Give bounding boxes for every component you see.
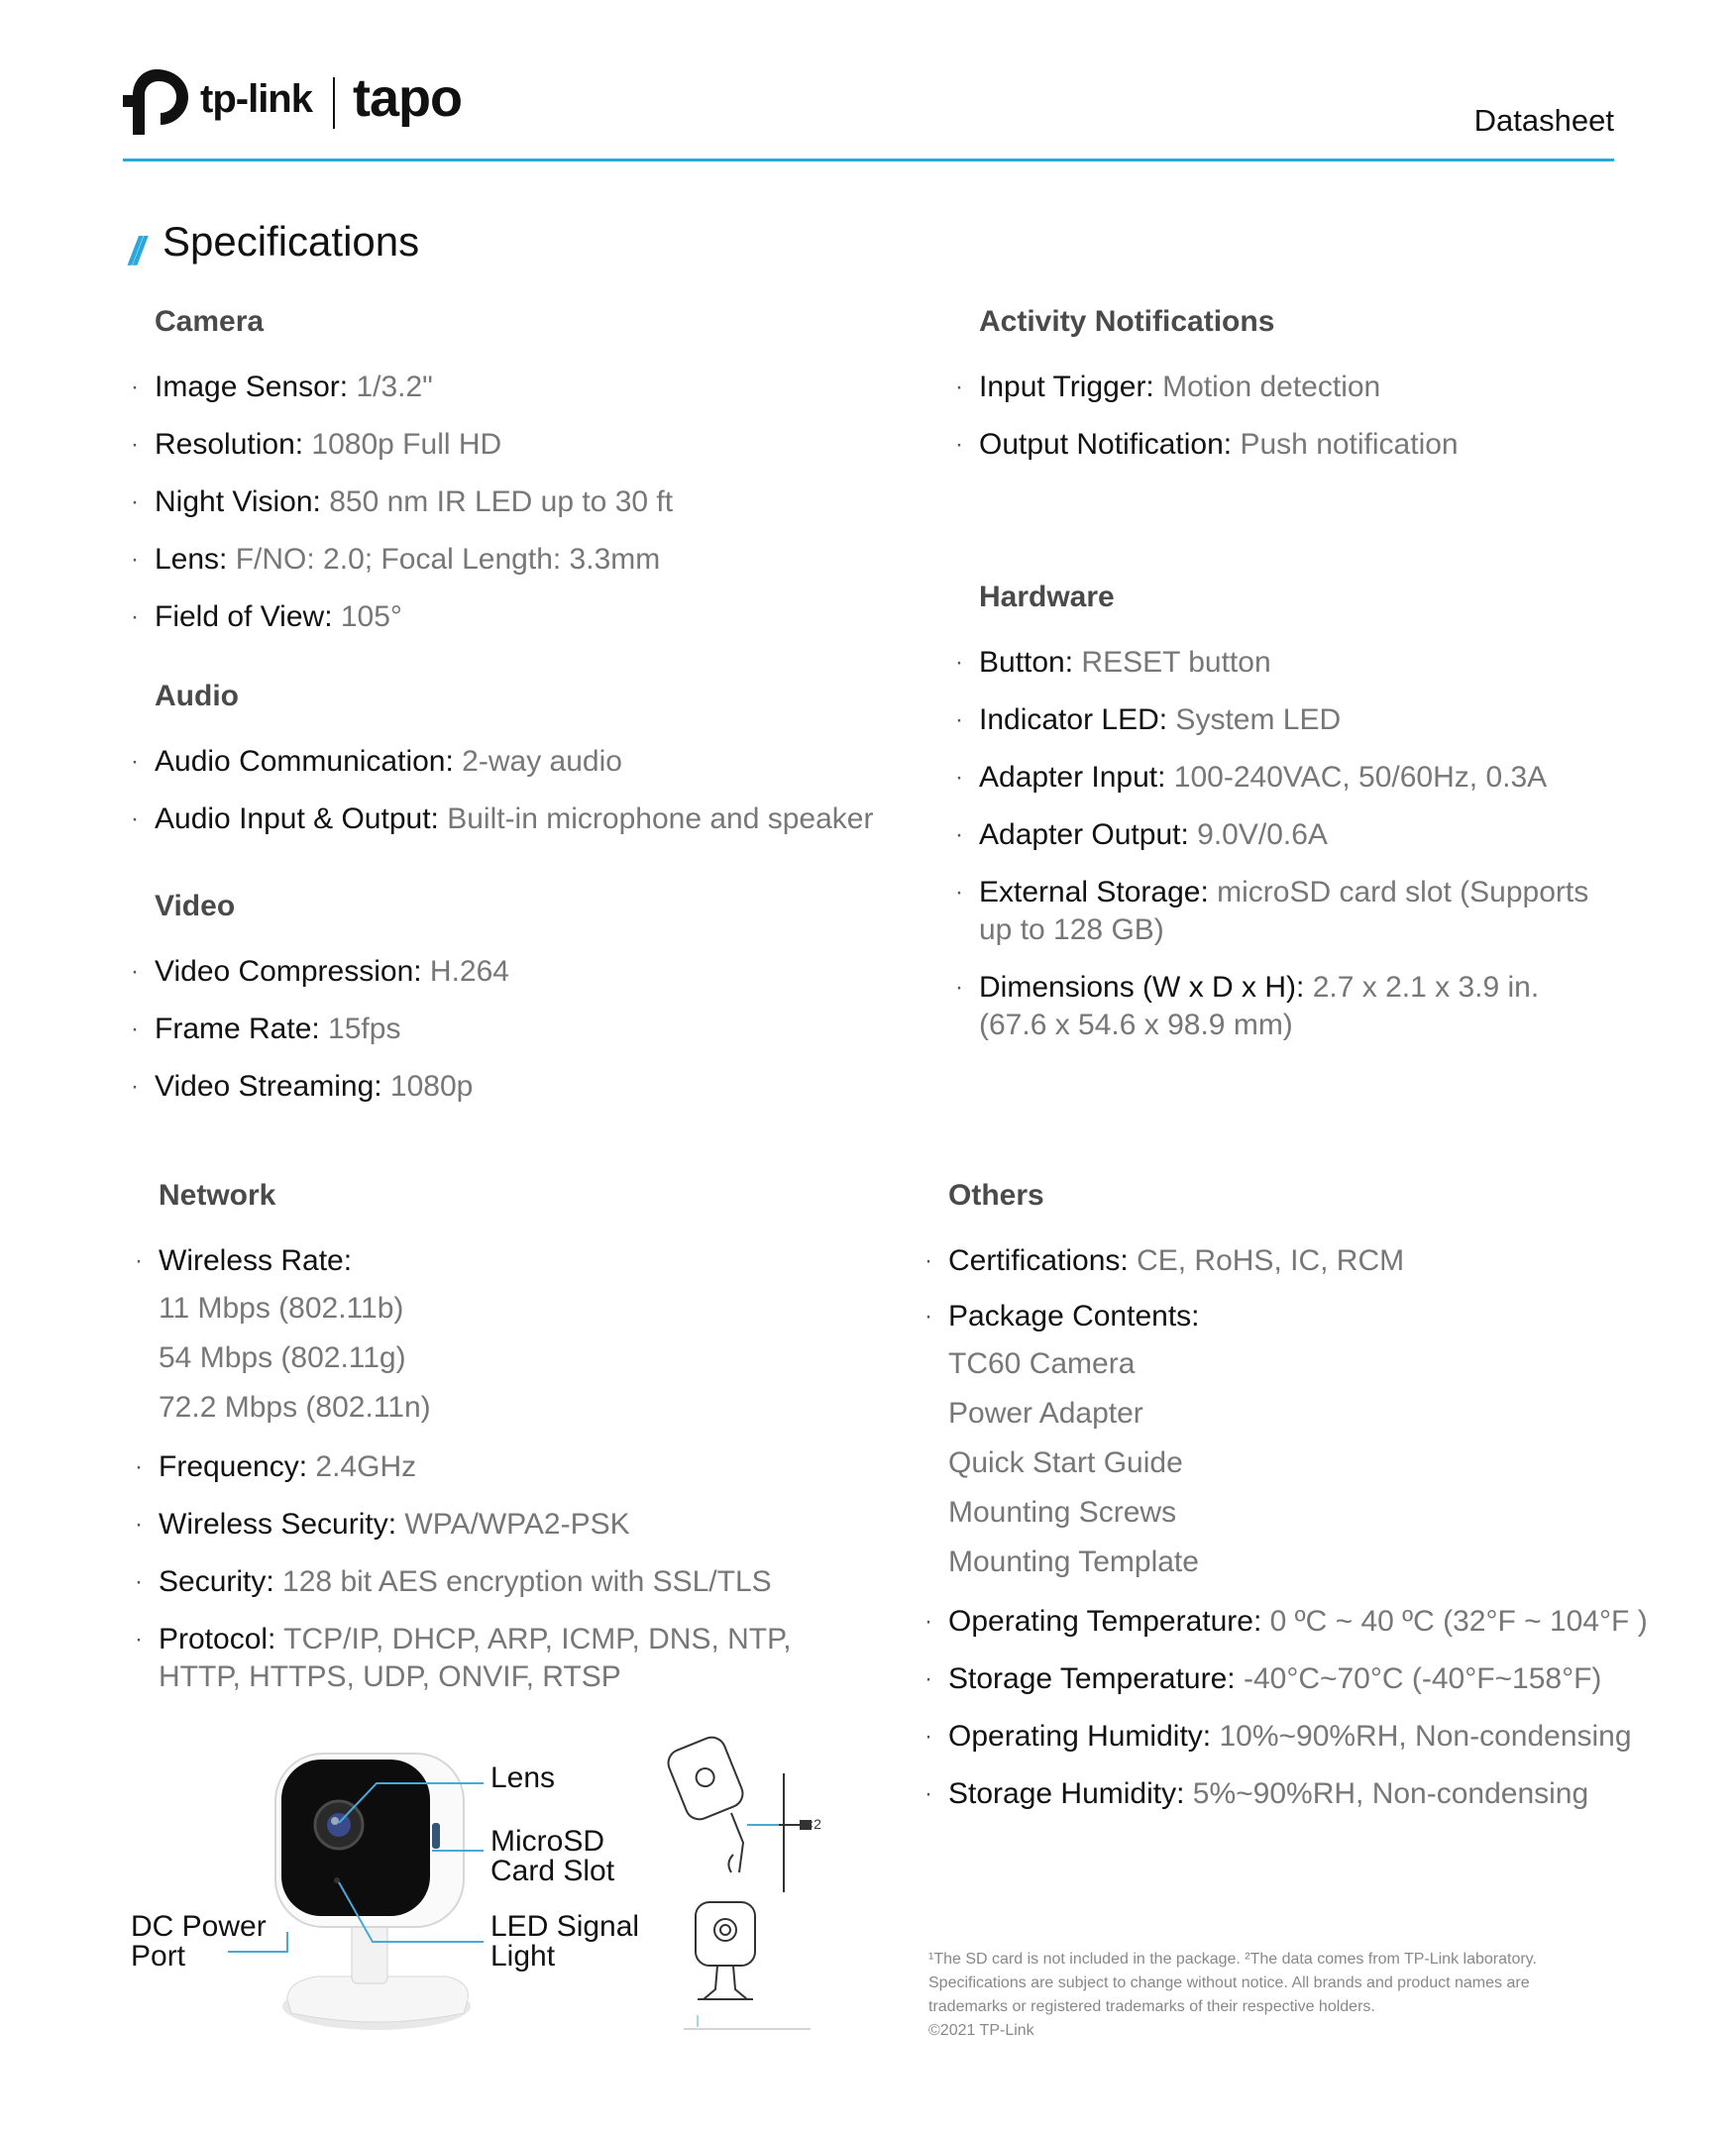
section-title-hardware: Hardware xyxy=(979,581,1115,613)
spec-item: · Operating Temperature: 0 ºC ~ 40 ºC (32°F ~ 104°F ) xyxy=(924,1605,1648,1638)
footnote-line: Specifications are subject to change without notice. All brands and product names are xyxy=(928,1974,1530,1991)
spec-item: · Resolution: 1080p Full HD xyxy=(131,428,502,461)
spec-item: · Wireless Rate: xyxy=(135,1244,353,1277)
callout-dc-power: DC Power Port xyxy=(131,1910,267,1973)
tp-link-tapo-logo xyxy=(123,63,480,143)
spec-item: · Dimensions (W x D x H): 2.7 x 2.1 x 3.9 in. (67.6 x 54.6 x 98.9 mm) xyxy=(955,971,1540,1041)
section-title-camera: Camera xyxy=(155,305,265,338)
spec-item: · Operating Humidity: 10%~90%RH, Non-condensing xyxy=(924,1720,1632,1753)
footnote-line: ¹The SD card is not included in the package. ²The data comes from TP-Link laboratory. xyxy=(928,1951,1537,1968)
package-item: Mounting Template xyxy=(948,1546,1199,1578)
doc-type-label: Datasheet xyxy=(1473,103,1614,138)
spec-item: · Lens: F/NO: 2.0; Focal Length: 3.3mm xyxy=(131,543,661,576)
diagram-callout-lines xyxy=(228,1754,525,1972)
package-item: TC60 Camera xyxy=(948,1347,1136,1380)
spec-item: · Frame Rate: 15fps xyxy=(131,1013,401,1045)
spec-item: · Storage Temperature: -40°C~70°C (-40°F~158°F) xyxy=(924,1662,1602,1695)
mounting-diagram xyxy=(662,1734,830,2051)
accent-slash-icon: // xyxy=(129,230,140,273)
spec-item: · Audio Communication: 2-way audio xyxy=(131,745,622,778)
spec-item: · Image Sensor: 1/3.2" xyxy=(131,371,433,403)
wireless-rate-item: 54 Mbps (802.11g) xyxy=(159,1341,406,1374)
header-divider xyxy=(123,159,1614,161)
screw-count: ×2 xyxy=(806,1816,821,1832)
spec-item: · Video Compression: H.264 xyxy=(131,955,509,988)
tp-link-wordmark: tp-link xyxy=(200,77,312,121)
spec-item: · Adapter Output: 9.0V/0.6A xyxy=(955,818,1328,851)
wireless-rate-item: 72.2 Mbps (802.11n) xyxy=(159,1391,431,1424)
spec-item: · Input Trigger: Motion detection xyxy=(955,371,1381,403)
spec-item: · Frequency: 2.4GHz xyxy=(135,1450,417,1483)
spec-item: · Certifications: CE, RoHS, IC, RCM xyxy=(924,1244,1405,1277)
spec-item: · Audio Input & Output: Built-in microphone and speaker xyxy=(131,802,874,835)
tp-link-mark-icon xyxy=(123,63,198,143)
callout-microsd: MicroSD Card Slot xyxy=(490,1825,615,1887)
footnote-line: trademarks or registered trademarks of their respective holders. xyxy=(928,1998,1375,2015)
wireless-rate-item: 11 Mbps (802.11b) xyxy=(159,1292,404,1325)
section-title-network: Network xyxy=(159,1179,276,1212)
callout-led: LED Signal Light xyxy=(490,1910,640,1973)
package-item: Quick Start Guide xyxy=(948,1446,1183,1479)
tapo-wordmark: tapo xyxy=(353,68,462,128)
spec-item: · Wireless Security: WPA/WPA2-PSK xyxy=(135,1508,630,1541)
package-item: Power Adapter xyxy=(948,1397,1143,1430)
page-title: Specifications xyxy=(163,218,420,265)
spec-item: · Video Streaming: 1080p xyxy=(131,1070,474,1103)
footnote xyxy=(928,1948,1582,2043)
spec-item: · Night Vision: 850 nm IR LED up to 30 ft xyxy=(131,485,674,518)
spec-item: · Adapter Input: 100-240VAC, 50/60Hz, 0.3A xyxy=(955,761,1548,794)
spec-item: · Package Contents: xyxy=(924,1300,1200,1333)
section-title-video: Video xyxy=(155,890,236,922)
section-title-others: Others xyxy=(948,1179,1044,1212)
spec-item: · External Storage: microSD card slot (Supports up to 128 GB) xyxy=(955,876,1589,946)
section-title-audio: Audio xyxy=(155,680,239,712)
spec-item: · Security: 128 bit AES encryption with SSL/TLS xyxy=(135,1565,772,1598)
section-title-activity: Activity Notifications xyxy=(979,305,1275,338)
spec-item: · Indicator LED: System LED xyxy=(955,703,1342,736)
spec-item: · Protocol: TCP/IP, DHCP, ARP, ICMP, DNS, NTP, HTTP, HTTPS, UDP, ONVIF, RTSP xyxy=(135,1623,792,1693)
spec-item: · Storage Humidity: 5%~90%RH, Non-condensing xyxy=(924,1777,1589,1810)
footnote-line: ©2021 TP-Link xyxy=(928,2022,1034,2039)
package-item: Mounting Screws xyxy=(948,1496,1177,1529)
logo-divider xyxy=(333,77,335,129)
callout-lens: Lens xyxy=(490,1761,556,1794)
spec-item: · Button: RESET button xyxy=(955,646,1271,679)
spec-item: · Field of View: 105° xyxy=(131,600,402,633)
spec-item: · Output Notification: Push notification xyxy=(955,428,1459,461)
